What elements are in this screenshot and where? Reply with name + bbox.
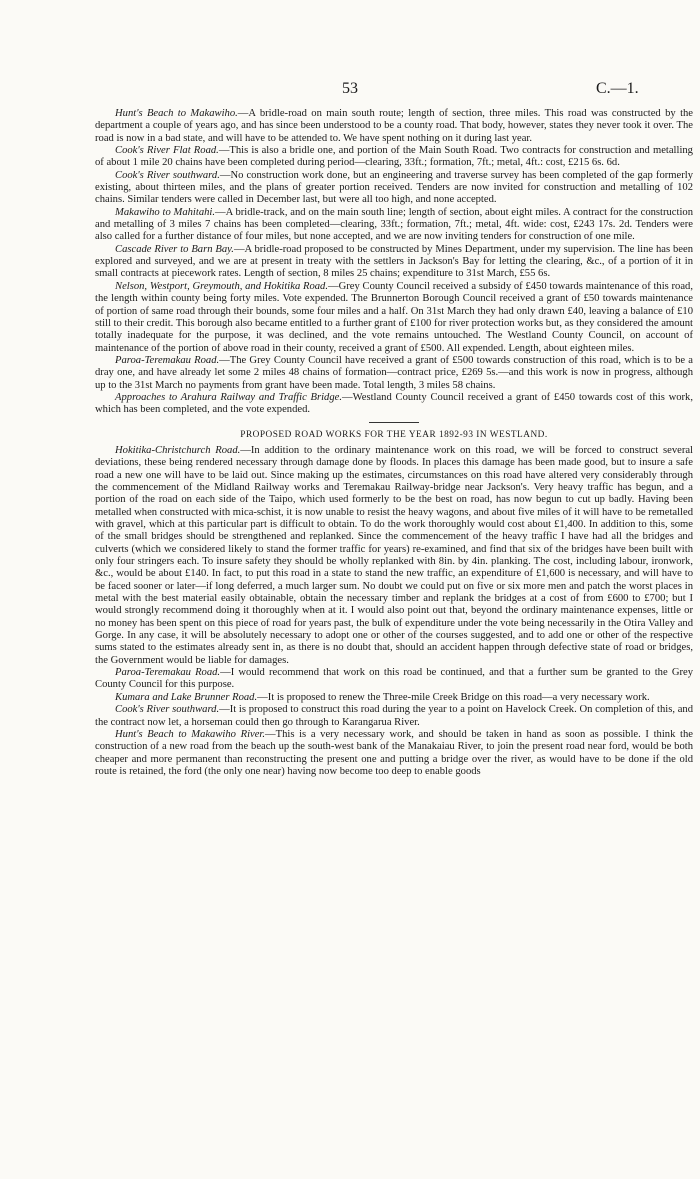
page-number: 53 bbox=[342, 80, 358, 97]
paragraph-title: Cook's River southward. bbox=[115, 169, 220, 181]
paragraph-paroa-teremakau-proposed bbox=[95, 667, 693, 692]
document-body bbox=[95, 108, 693, 778]
paragraph-text: —A bridle-road proposed to be constructed by Mines Department, under my supervision. The line has been explored and surveyed, and we are at present in treaty with the settlers in Jackson's Bay for letting the clearing, &c., of a portion of it in small contracts at piecework rates. Length of section, 8 miles 25 chains; expenditure to 31st March, £55 6s. bbox=[95, 243, 693, 280]
parliamentary-paper-reference: C.—1. bbox=[596, 80, 639, 97]
paragraph-cooks-river-southward bbox=[95, 170, 693, 207]
paragraph-title: Hokitika-Christchurch Road. bbox=[115, 444, 241, 456]
paragraph-arahura-approaches bbox=[95, 392, 693, 417]
paragraph-title: Hunt's Beach to Makawiho. bbox=[115, 108, 238, 119]
section-heading: PROPOSED ROAD WORKS FOR THE YEAR 1892-93 IN WESTLAND. bbox=[240, 429, 548, 440]
paragraph-title: Makawiho to Mahitahi. bbox=[115, 206, 216, 218]
paragraph-makawiho-mahitahi bbox=[95, 207, 693, 244]
paragraph-text: —I would recommend that work on this road be continued, and that a further sum be granted to the Grey County Council for this purpose. bbox=[95, 667, 693, 691]
paragraph-title: Cook's River southward. bbox=[115, 704, 220, 716]
paragraph-cooks-river-southward-proposed bbox=[95, 704, 693, 729]
paragraph-text: —No construction work done, but an engineering and traverse survey has been completed of the gap formerly existing, about thirteen miles, and the plans of greater portion received. Tenders are now invited for construction and metalling of 102 chains. Similar tenders were called in December last, but were all too high, and none accepted. bbox=[95, 169, 693, 206]
paragraph-text: —Grey County Council received a subsidy of £450 towards maintenance of this road, the length within county being forty miles. Vote expended. The Brunnerton Borough Council received a grant of £50 towards maintenance of portion of same road through their bounds, some four miles and a half. On 31st March they had only drawn £40, leaving a balance of £10 still to their credit. This borough also became entitled to a further grant of £100 for river protection works but, as they considered the amount totally inadequate for the purpose, it was declined, and the vote remains untouched. The Westland County Council, on account of maintenance of the portion of above road in their county, received a grant of £500. All expended. Length, about eighteen miles. bbox=[95, 280, 693, 354]
paragraph-text: —This is a very necessary work, and should be taken in hand as soon as possible. I think the construction of a new road from the beach up the south-west bank of the Manakaiau River, to join the present road near ford, would be both cheaper and more permanent than reconstructing the present one and putting a bridge over the river, as would have to be done if the old route is retained, the ford (the only one near) having now become too deep to enable goods bbox=[95, 728, 693, 777]
paragraph-nelson-hokitika-road bbox=[95, 281, 693, 355]
paragraph-hunts-beach-makawiho bbox=[95, 108, 693, 145]
paragraph-title: Paroa-Teremakau Road. bbox=[115, 667, 221, 679]
paragraph-hunts-beach-makawiho-river bbox=[95, 729, 693, 778]
paragraph-text: —A bridle-track, and on the main south line; length of section, about eight miles. A contract for the construction and metalling of 3 miles 7 chains has been completed—clearing, 33ft.; formation, 7ft.; metal, 4ft. wide: cost, £243 17s. 2d. Tenders were also called for a further distance of four miles, but none accepted, and we are now inviting tenders for construction of one mile. bbox=[95, 206, 693, 243]
paragraph-hokitika-christchurch bbox=[95, 445, 693, 667]
paragraph-cascade-river-barn-bay bbox=[95, 244, 693, 281]
section-divider bbox=[369, 422, 419, 423]
paragraph-title: Cook's River Flat Road. bbox=[115, 145, 219, 157]
paragraph-kumara-lake-brunner bbox=[95, 692, 693, 704]
paragraph-text: —A bridle-road on main south route; length of section, three miles. This road was constructed by the department a couple of years ago, and has since been understood to be a county road. That body, however, states they never took it over. The road is now in a bad state, and will have to be attended to. We have spent nothing on it during last year. bbox=[95, 108, 694, 144]
page-header bbox=[0, 80, 700, 102]
paragraph-text: —This is also a bridle one, and portion of the Main South Road. Two contracts for construction and metalling of about 1 mile 20 chains have been completed during period—clearing, 33ft.; formation, 7ft.; metal, 4ft.: cost, £215 6s. 6d. bbox=[95, 145, 693, 169]
paragraph-text: —In addition to the ordinary maintenance work on this road, we will be forced to construct several deviations, these being rendered necessary through damage done by floods. In places this damage has been made good, but to insure a safe road a new one will have to be laid out. Since making up the estimates, circumstances on this road have altered very considerably through the commencement of the Midland Railway works and Teremakau Railway-bridge near Jackson's. Very heavy traffic has begun, and a portion of the road on each side of the Taipo, which used formerly to be the best on road, has now begun to cut up badly. Having been metalled when constructed with mica-schist, it is now unable to resist the heavy wagons, and about five miles of it will have to be remetalled with gravel, which at this particular part is difficult to obtain. To do the work thoroughly would cost about £1,400. In addition to this, some of the small bridges should be strengthened and replanked. Since the commencement of the heavy traffic I have had all the bridges and culverts (which we considered likely to stand the former traffic for years) re-examined, and find that six of the bridges have been built with only four stringers each. To insure safety they should be wholly replanked with 8in. by 4in. planking. The cost, including labour, ironwork, &c., would be about £140. In fact, to put this road in a state to stand the new traffic, an expenditure of £1,600 is necessary, and will have to be faced sooner or later—if long deferred, a much larger sum. No doubt we could put on five or six more men and patch the worst places in metal with the best material easily obtainable, obtain the necessary timber and replank the bridges at a cost of from £600 to £700; but I would strongly recommend doing it thoroughly when at it. I would also point out that, beyond the ordinary maintenance expenses, little or no money has been spent on this piece of road for years past, the bulk of expenditure under the vote being necessarily in the Otira Valley and Gorge. In any case, it will be absolutely necessary to adopt one or other of the courses suggested, and to add one or other of the respective sums stated to the estimates already sent in, as there is no doubt that, should an accident happen through defective state of road or bridges, the Government would be liable for damages. bbox=[95, 444, 693, 666]
paragraph-text: —It is proposed to construct this road during the year to a point on Havelock Creek. On completion of this, and the contract now let, a horseman could then go through to Karangarua River. bbox=[95, 704, 694, 728]
paragraph-title: Approaches to Arahura Railway and Traffic Bridge. bbox=[115, 391, 343, 403]
paragraph-paroa-teremakau bbox=[95, 355, 693, 392]
paragraph-text: —The Grey County Council have received a grant of £500 towards construction of this road, which is to be a dray one, and have already let some 2 miles 48 chains of formation—contract price, £269 5s.—and this work is now in progress, although up to the 31st March no payments from grant have been made. Total length, 3 miles 58 chains. bbox=[95, 354, 693, 391]
paragraph-title: Kumara and Lake Brunner Road. bbox=[115, 691, 258, 703]
paragraph-title: Hunt's Beach to Makawiho River. bbox=[115, 728, 266, 740]
paragraph-cooks-river-flat bbox=[95, 145, 693, 170]
paragraph-title: Nelson, Westport, Greymouth, and Hokitika Road. bbox=[115, 280, 328, 292]
paragraph-text: —Westland County Council received a grant of £450 towards cost of this work, which has been completed, and the vote expended. bbox=[95, 391, 693, 416]
paragraph-text: —It is proposed to renew the Three-mile Creek Bridge on this road—a very necessary work. bbox=[257, 691, 650, 703]
paragraph-title: Cascade River to Barn Bay. bbox=[115, 243, 234, 255]
paragraph-title: Paroa-Teremakau Road. bbox=[115, 354, 220, 366]
